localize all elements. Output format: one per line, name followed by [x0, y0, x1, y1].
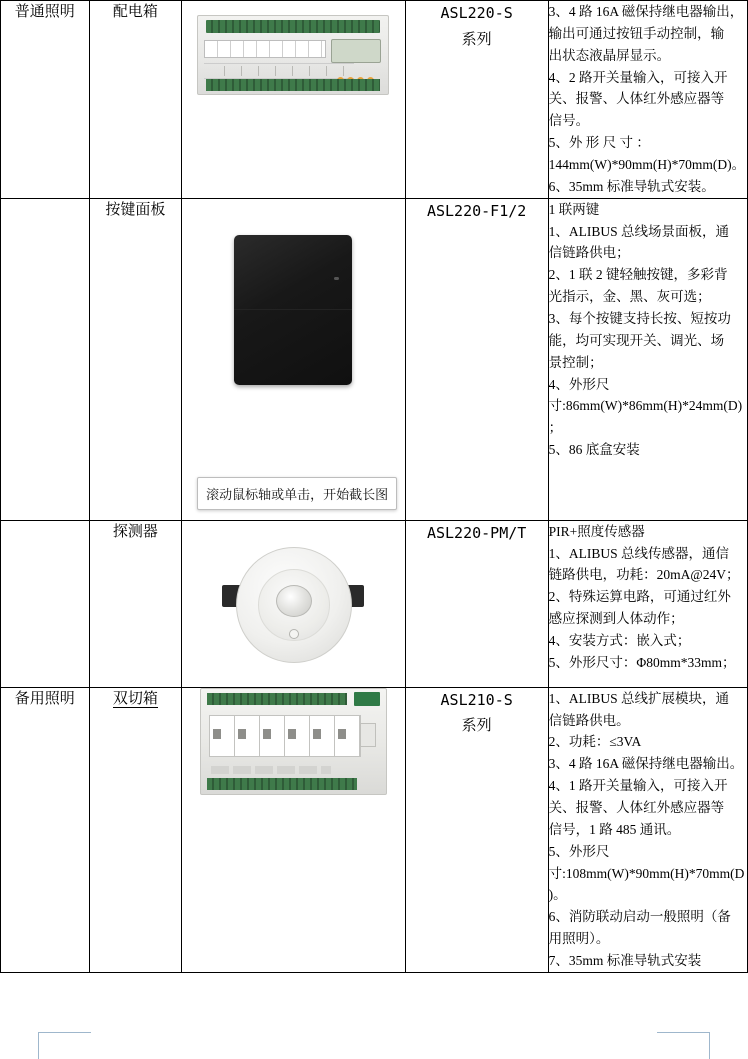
model-code: ASL210-S: [440, 690, 513, 709]
terminal-strip-bottom: [206, 79, 380, 91]
description-line: 1、ALIBUS 总线场景面板，通: [548, 223, 730, 239]
label-strip: [211, 766, 331, 774]
description-line: 1、ALIBUS 总线扩展模块，通: [548, 690, 730, 706]
category-label: 普通照明: [14, 4, 75, 20]
description-line: 4、1 路开关量输入，可接入开: [548, 778, 728, 794]
panel-indicator-icon: [334, 277, 339, 280]
description-line: 4、外形尺: [548, 376, 610, 392]
description-line: 光指示，金、黑、灰可选；: [548, 289, 711, 305]
description-line: 2、特殊运算电路，可通过红外: [548, 589, 731, 605]
module-slots: [208, 66, 348, 76]
model-cell: [405, 198, 548, 520]
description-cell: [548, 687, 747, 972]
description-line: ；: [548, 420, 563, 436]
description-line: 1 联两键: [548, 201, 600, 217]
description-line: 景控制；: [548, 354, 603, 370]
model-cell: [405, 1, 548, 199]
model-cell: [405, 687, 548, 972]
model-code: ASL220-S: [440, 4, 513, 22]
page-crop-mark-right: [657, 1032, 710, 1059]
description-line: 寸:86mm(W)*86mm(H)*24mm(D): [548, 398, 743, 414]
description-line: 3、4 路 16A 磁保持继电器输出。: [548, 756, 744, 772]
model-cell: [405, 520, 548, 687]
device-cell: [89, 687, 182, 972]
model-series: 系列: [461, 716, 492, 735]
panel-seam: [234, 309, 352, 310]
category-cell-backup-lighting: [1, 687, 90, 972]
table-row: [1, 687, 748, 972]
product-image-cell: [182, 198, 405, 520]
description-line: 144mm(W)*90mm(H)*70mm(D)。: [548, 157, 746, 173]
description-line: 4、安装方式：嵌入式；: [548, 633, 691, 649]
description-line: 3、4 路 16A 磁保持继电器输出，: [548, 4, 744, 19]
device-cell: [89, 520, 182, 687]
product-image-cell: [182, 687, 405, 972]
terminal-strip-bottom: [207, 778, 357, 790]
table-row: [1, 1, 748, 199]
description-line: 能，均可实现开关、调光、场: [548, 332, 725, 348]
device-label: 探测器: [112, 523, 158, 540]
description-line: 6、消防联动启动一般照明（备: [548, 909, 731, 925]
description-line: 信号。: [548, 113, 590, 129]
terminal-block: [354, 692, 380, 706]
category-cell-empty: [1, 198, 90, 520]
din-rail-relay-module-photo: [197, 15, 389, 95]
description-line: 5、外形尺寸：Φ80mm*33mm；: [548, 654, 736, 670]
description-line: )。: [548, 887, 567, 903]
table-row: [1, 520, 748, 687]
description-line: 用照明）。: [548, 931, 610, 947]
terminal-strip-top: [206, 20, 380, 33]
description-cell: [548, 1, 747, 199]
description-line: 链路供电，功耗：20mA@24V；: [548, 567, 740, 583]
description-line: 5、外 形 尺 寸 ：: [548, 135, 650, 151]
description-cell: [548, 520, 747, 687]
ceiling-pir-sensor-photo: [218, 529, 368, 679]
category-label: 备用照明: [14, 690, 75, 707]
description-line: 6、35mm 标准导轨式安装。: [548, 178, 715, 194]
switch-toggles: [213, 729, 353, 739]
description-line: 关、报警、人体红外感应器等: [548, 800, 725, 816]
description-line: 关、报警、人体红外感应器等: [548, 91, 725, 107]
product-image-cell: [182, 1, 405, 199]
device-label: 按键面板: [105, 201, 166, 218]
description-line: 寸:108mm(W)*90mm(H)*70mm(D: [548, 865, 745, 881]
device-cell: [89, 198, 182, 520]
description-line: 4、2 路开关量输入，可接入开: [548, 69, 728, 85]
description-line: 5、外形尺: [548, 843, 610, 859]
description-line: 2、1 联 2 键轻触按键，多彩背: [548, 267, 728, 283]
dual-switch-box-photo: [200, 688, 387, 795]
device-label: 配电箱: [112, 4, 158, 20]
product-image-cell: [182, 520, 405, 687]
black-touch-panel-photo: [234, 235, 352, 385]
screenshot-hint-tooltip: 滚动鼠标轴或单击，开始截长图: [197, 477, 397, 510]
lcd-display: [331, 39, 381, 63]
pir-lens: [276, 585, 312, 617]
description-line: 7、35mm 标准导轨式安装: [548, 953, 702, 969]
description-line: 感应探测到人体动作；: [548, 611, 684, 627]
description-cell: [548, 198, 747, 520]
model-code: ASL220-F1/2: [426, 201, 527, 220]
description-line: 出状态液晶屏显示。: [548, 47, 671, 63]
terminal-row: [204, 40, 326, 58]
description-line: 信号，1 路 485 通讯。: [548, 821, 681, 837]
panel-image-area: [182, 235, 404, 520]
description-line: 5、86 底盒安装: [548, 442, 640, 458]
description-line: 2、功耗：≤3VA: [548, 734, 642, 750]
description-line: PIR+照度传感器: [548, 523, 645, 539]
table-row: [1, 198, 748, 520]
description-line: 3、每个按键支持长按、短按功: [548, 311, 731, 327]
category-cell-normal-lighting: [1, 1, 90, 199]
device-cell: [89, 1, 182, 199]
device-label: 双切箱: [112, 690, 158, 707]
model-code: ASL220-PM/T: [426, 523, 527, 542]
description-line: 信链路供电；: [548, 245, 630, 261]
terminal-strip-top: [207, 693, 347, 705]
description-line: 1、ALIBUS 总线传感器，通信: [548, 545, 730, 561]
page-crop-mark-left: [38, 1032, 91, 1059]
description-line: 信链路供电。: [548, 712, 630, 728]
category-cell-empty: [1, 520, 90, 687]
model-series: 系列: [461, 29, 492, 48]
side-button: [360, 723, 376, 747]
description-line: 输出可通过按钮手动控制，输: [548, 25, 725, 41]
